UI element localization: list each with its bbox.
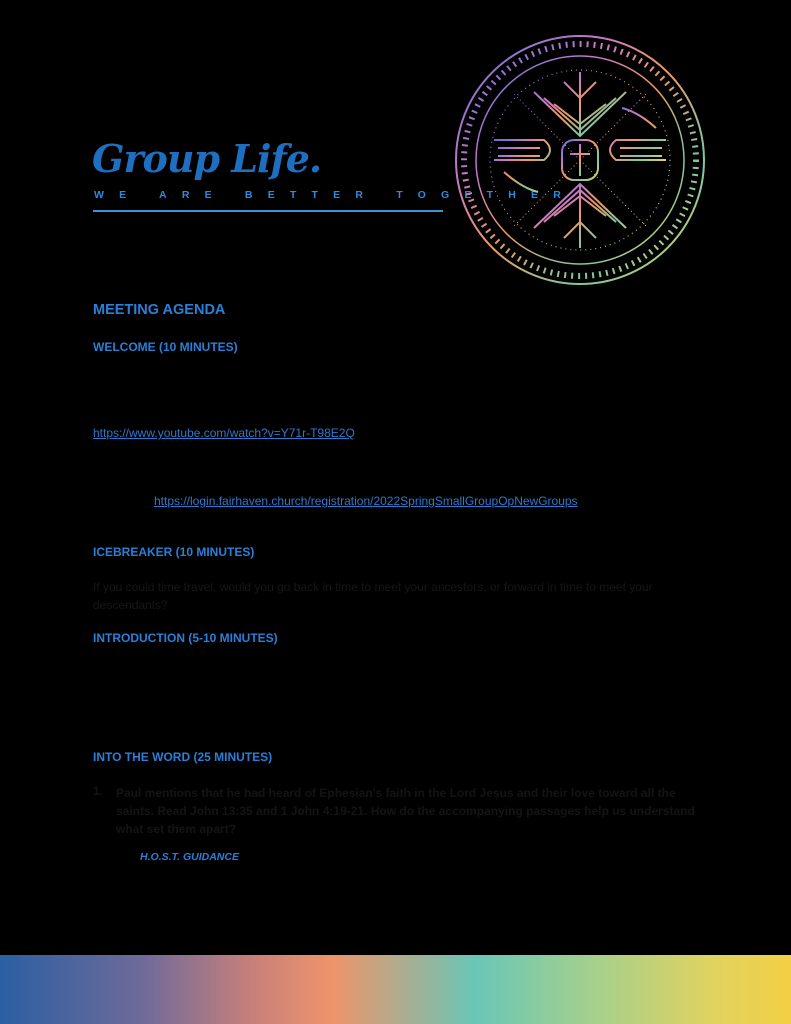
- welcome-heading: WELCOME (10 MINUTES): [93, 340, 238, 354]
- agenda-heading: MEETING AGENDA: [93, 302, 226, 318]
- footer-gradient-bar: [0, 955, 791, 1024]
- brand-title: Group Life.: [92, 136, 322, 181]
- question-number: 1.: [93, 784, 104, 798]
- host-guidance-label: H.O.S.T. GUIDANCE: [140, 851, 239, 863]
- icebreaker-heading: ICEBREAKER (10 MINUTES): [93, 545, 255, 559]
- icebreaker-question: If you could time travel, would you go back in time to meet your ancestors, or forward in time to meet your descendants?: [93, 580, 653, 612]
- brand-tagline: WE ARE BETTER TOGETHER: [94, 189, 576, 201]
- title-divider: [93, 210, 443, 212]
- registration-link[interactable]: https://login.fairhaven.church/registration/2022SpringSmallGroupOpNewGroups: [154, 494, 578, 508]
- into-the-word-heading: INTO THE WORD (25 MINUTES): [93, 750, 273, 764]
- cross-doves-emblem-icon: [452, 32, 708, 288]
- question-text: Paul mentions that he had heard of Ephesian's faith in the Lord Jesus and their love toward all the saints. Read John 13:35 and 1 John 4:19-21. How do the accompanying passages help us understand what set them apart?: [116, 786, 695, 836]
- youtube-video-link[interactable]: https://www.youtube.com/watch?v=Y71r-T98E2Q: [93, 426, 355, 440]
- introduction-heading: INTRODUCTION (5-10 MINUTES): [93, 631, 278, 645]
